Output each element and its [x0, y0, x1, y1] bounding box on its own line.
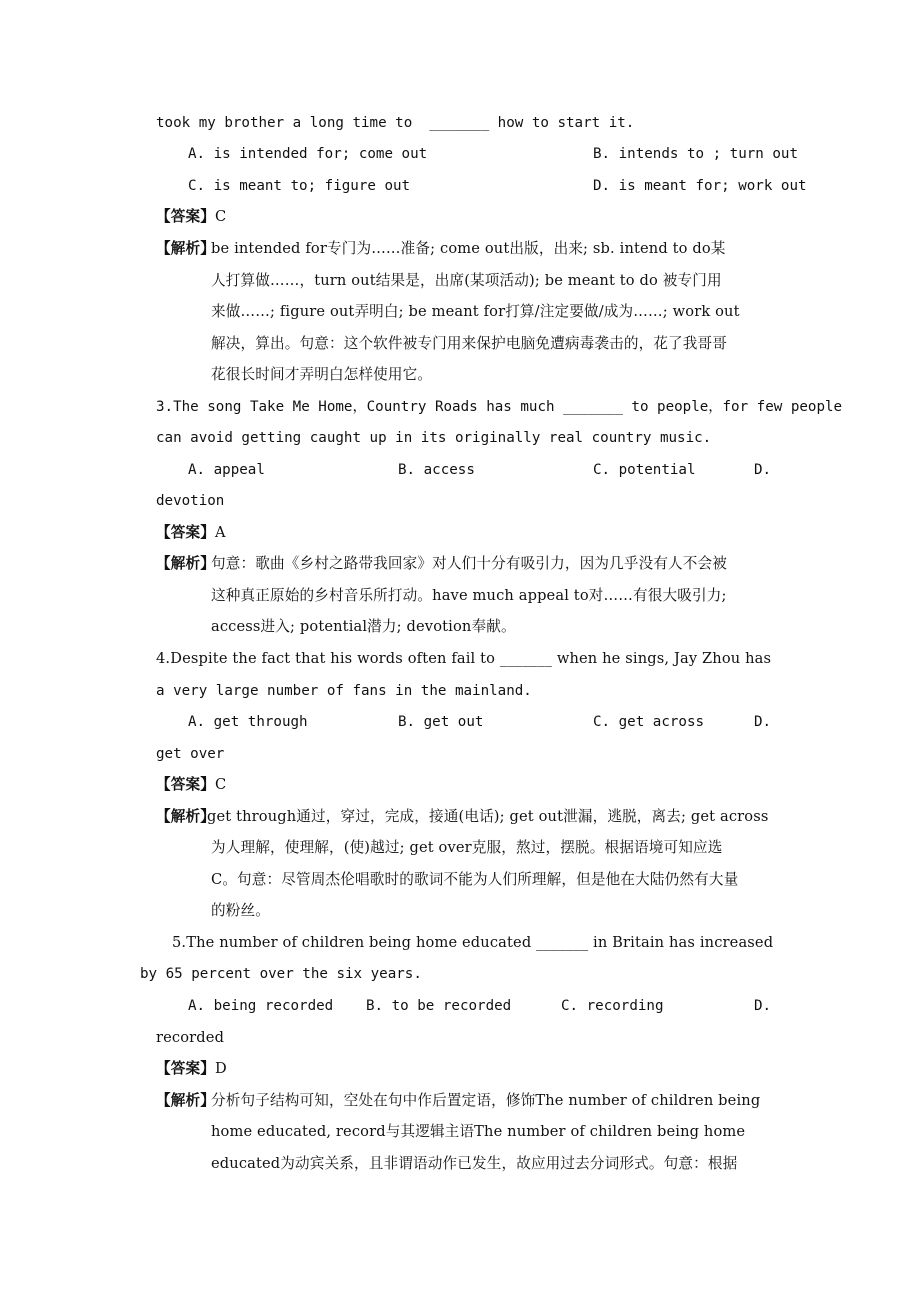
q2-answer [156, 207, 226, 227]
q3-stem-line: 3.The song Take Me Home，Country Roads has much _______ to people，for few people [156, 399, 843, 415]
answer-value: C [214, 776, 227, 793]
q5-analysis-label: 【解析】 [156, 1092, 215, 1109]
q4-stem-line: 4.Despite the fact that his words often fail to _______ when he sings, Jay Zhou has [156, 650, 772, 667]
q4-option-c: C. get across [593, 714, 705, 730]
q3-option-a: A. appeal [188, 462, 265, 478]
q4-answer [156, 775, 226, 795]
q5-option-b: B. to be recorded [366, 998, 512, 1014]
q4-analysis-label: 【解析】 [156, 808, 215, 825]
q4-analysis-line: get through通过，穿过，完成，接通(电话); get out泄漏，逃脱，离去; get across [207, 808, 769, 825]
q2-option-a: A. is intended for; come out [188, 146, 428, 162]
answer-value: C [214, 208, 227, 225]
answer-label: 【答案】 [156, 1060, 215, 1077]
q5-analysis-line: educated为动宾关系，且非谓语动作已发生，故应用过去分词形式。句意：根据 [211, 1155, 738, 1172]
q3-answer [156, 523, 226, 543]
q5-answer [156, 1059, 227, 1079]
q4-analysis-line: 的粉丝。 [211, 902, 270, 919]
answer-label: 【答案】 [156, 208, 215, 225]
q2-analysis-label: 【解析】 [156, 240, 215, 257]
q2-option-b: B. intends to ; turn out [593, 146, 798, 162]
answer-value: A [214, 524, 226, 541]
q5-analysis-line: home educated, record与其逻辑主语The number of children being home [211, 1123, 746, 1140]
answer-label: 【答案】 [156, 776, 215, 793]
q2-analysis-line: 花很长时间才弄明白怎样使用它。 [211, 366, 433, 383]
q4-option-d-text: get over [156, 746, 225, 762]
q5-option-d: D. [754, 998, 772, 1014]
q2-analysis-line: 解决，算出。句意：这个软件被专门用来保护电脑免遭病毒袭击的，花了我哥哥 [211, 335, 728, 352]
q3-analysis-line: 句意：歌曲《乡村之路带我回家》对人们十分有吸引力，因为几乎没有人不会被 [211, 555, 728, 572]
q3-analysis-line: 这种真正原始的乡村音乐所打动。have much appeal to对……有很大吸引力; [211, 587, 727, 604]
q2-analysis-line: 人打算做……，turn out结果是，出席(某项活动); be meant to do 被专门用 [211, 272, 722, 289]
q3-option-c: C. potential [593, 462, 696, 478]
q5-option-d-text: recorded [156, 1029, 225, 1046]
q3-option-d: D. [754, 462, 772, 478]
q4-option-a: A. get through [188, 714, 308, 730]
q5-analysis-line: 分析句子结构可知，空处在句中作后置定语，修饰The number of children being [211, 1092, 761, 1109]
answer-value: D [214, 1060, 227, 1077]
q3-option-d-text: devotion [156, 493, 225, 509]
q5-option-c: C. recording [561, 998, 664, 1014]
q2-option-c: C. is meant to; figure out [188, 178, 411, 194]
q3-analysis-label: 【解析】 [156, 555, 215, 572]
q3-option-b: B. access [398, 462, 475, 478]
q2-stem-tail: took my brother a long time to _______ how to start it. [156, 115, 635, 131]
q4-option-b: B. get out [398, 714, 484, 730]
q5-stem-line: 5.The number of children being home educated _______ in Britain has increased [172, 934, 774, 951]
q4-option-d: D. [754, 714, 772, 730]
answer-label: 【答案】 [156, 524, 215, 541]
q4-analysis-line: C。句意：尽管周杰伦唱歌时的歌词不能为人们所理解，但是他在大陆仍然有大量 [211, 871, 739, 888]
q2-analysis-line: 来做……; figure out弄明白; be meant for打算/注定要做/成为……; work out [211, 303, 740, 320]
q5-stem-line: by 65 percent over the six years. [140, 966, 422, 982]
q3-analysis-line: access进入; potential潜力; devotion奉献。 [211, 618, 516, 635]
q3-stem-line: can avoid getting caught up in its originally real country music. [156, 430, 712, 446]
q2-analysis-line: be intended for专门为……准备; come out出版，出来; sb. intend to do某 [211, 240, 726, 257]
q2-option-d: D. is meant for; work out [593, 178, 807, 194]
q4-stem-line: a very large number of fans in the mainland. [156, 683, 532, 699]
q4-analysis-line: 为人理解，使理解，(使)越过; get over克服，熬过，摆脱。根据语境可知应选 [211, 839, 723, 856]
q5-option-a: A. being recorded [188, 998, 334, 1014]
